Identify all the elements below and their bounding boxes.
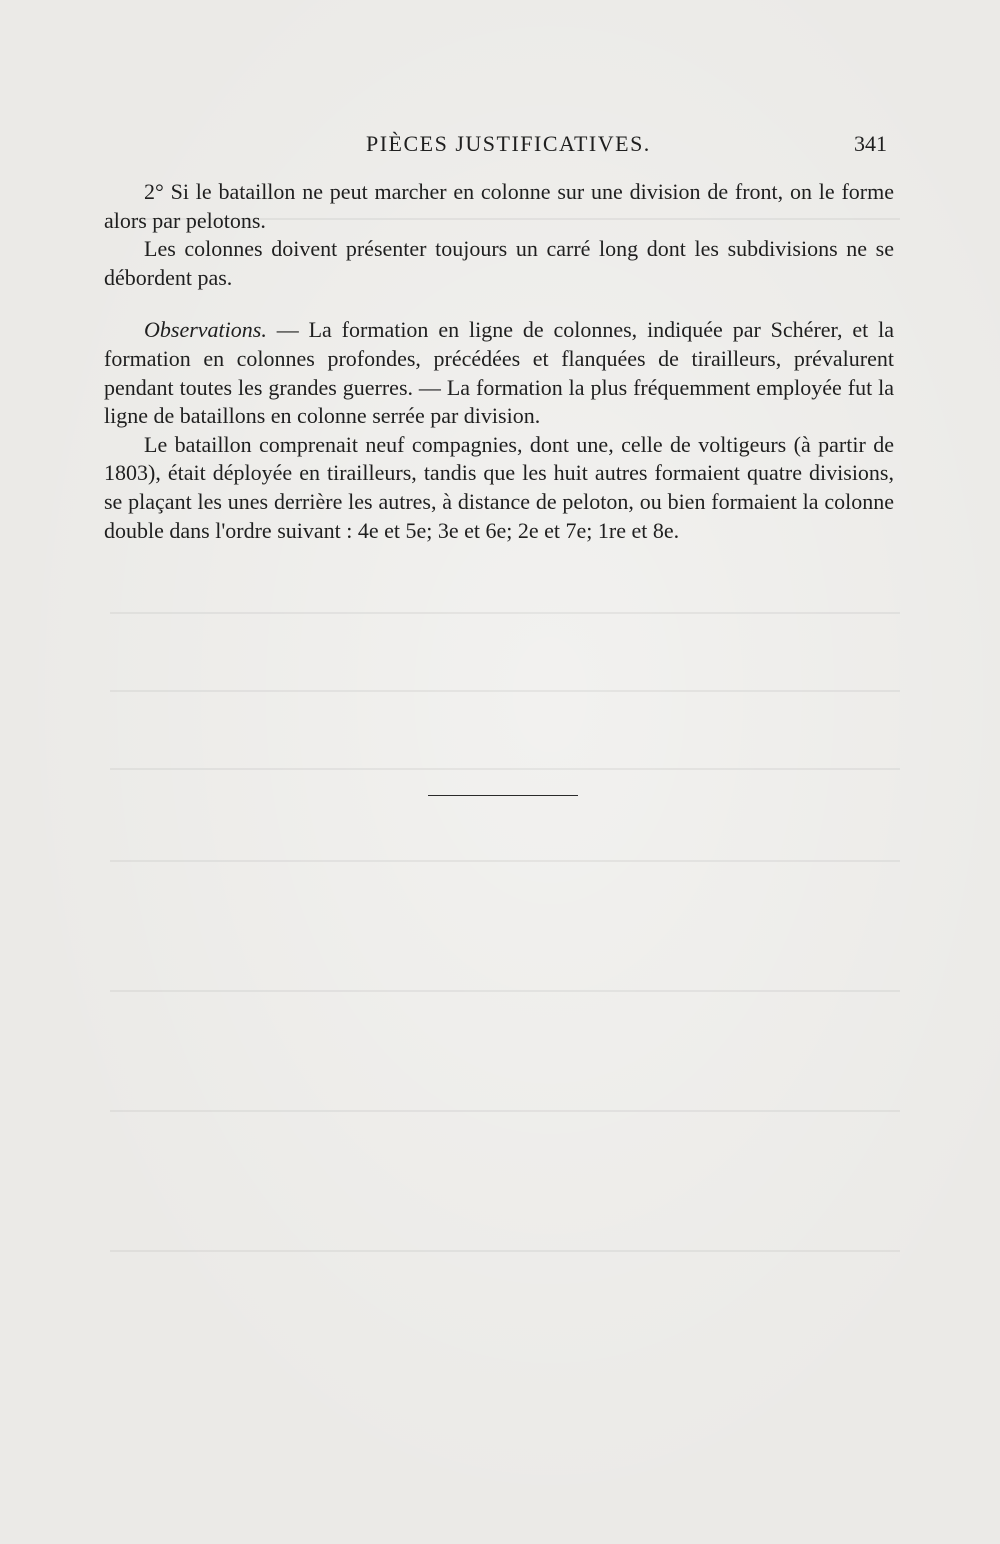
observations-label: Observations. xyxy=(144,317,267,343)
bleed-through-line xyxy=(110,768,900,770)
running-head xyxy=(0,131,1000,161)
paragraph-battalion-columns: 2° Si le bataillon ne peut marcher en colonne sur une division de front, on le forme alors par pelotons. xyxy=(104,179,894,233)
paragraph-columns-shape: Les colonnes doivent présenter toujours un carré long dont les subdivisions ne se débordent pas. xyxy=(104,236,894,290)
bleed-through-line xyxy=(110,690,900,692)
running-title: PIÈCES JUSTIFICATIVES. xyxy=(366,131,651,156)
bleed-through-line xyxy=(110,1110,900,1112)
paragraph-observations xyxy=(104,316,894,430)
section-divider xyxy=(428,795,578,796)
paragraph-battalion-companies: Le bataillon comprenait neuf compagnies, dont une, celle de voltigeurs (à partir de 1803), était déployée en tirailleurs, tandis que les huit autres formaient quatre divisions, se plaçant les unes derrière les autres, à distance de peloton, ou bien formaient la colonne double dans l'ordre suivant : 4e et 5e; 3e et 6e; 2e et 7e; 1re et 8e. xyxy=(104,431,894,543)
observations-text: — La formation en ligne de colonnes, indiquée par Schérer, et la formation en colonnes profondes, précédées et flanquées de tirailleurs, prévalurent pendant toutes les grandes guerres. — La formation la plus fréquemment employée fut la ligne de bataillons en colonne serrée par division. xyxy=(104,317,894,429)
bleed-through-line xyxy=(110,612,900,614)
bleed-through-line xyxy=(110,1250,900,1252)
page-number: 341 xyxy=(854,131,887,156)
bleed-through-line xyxy=(110,990,900,992)
bleed-through-line xyxy=(110,860,900,862)
body-text xyxy=(104,178,894,545)
